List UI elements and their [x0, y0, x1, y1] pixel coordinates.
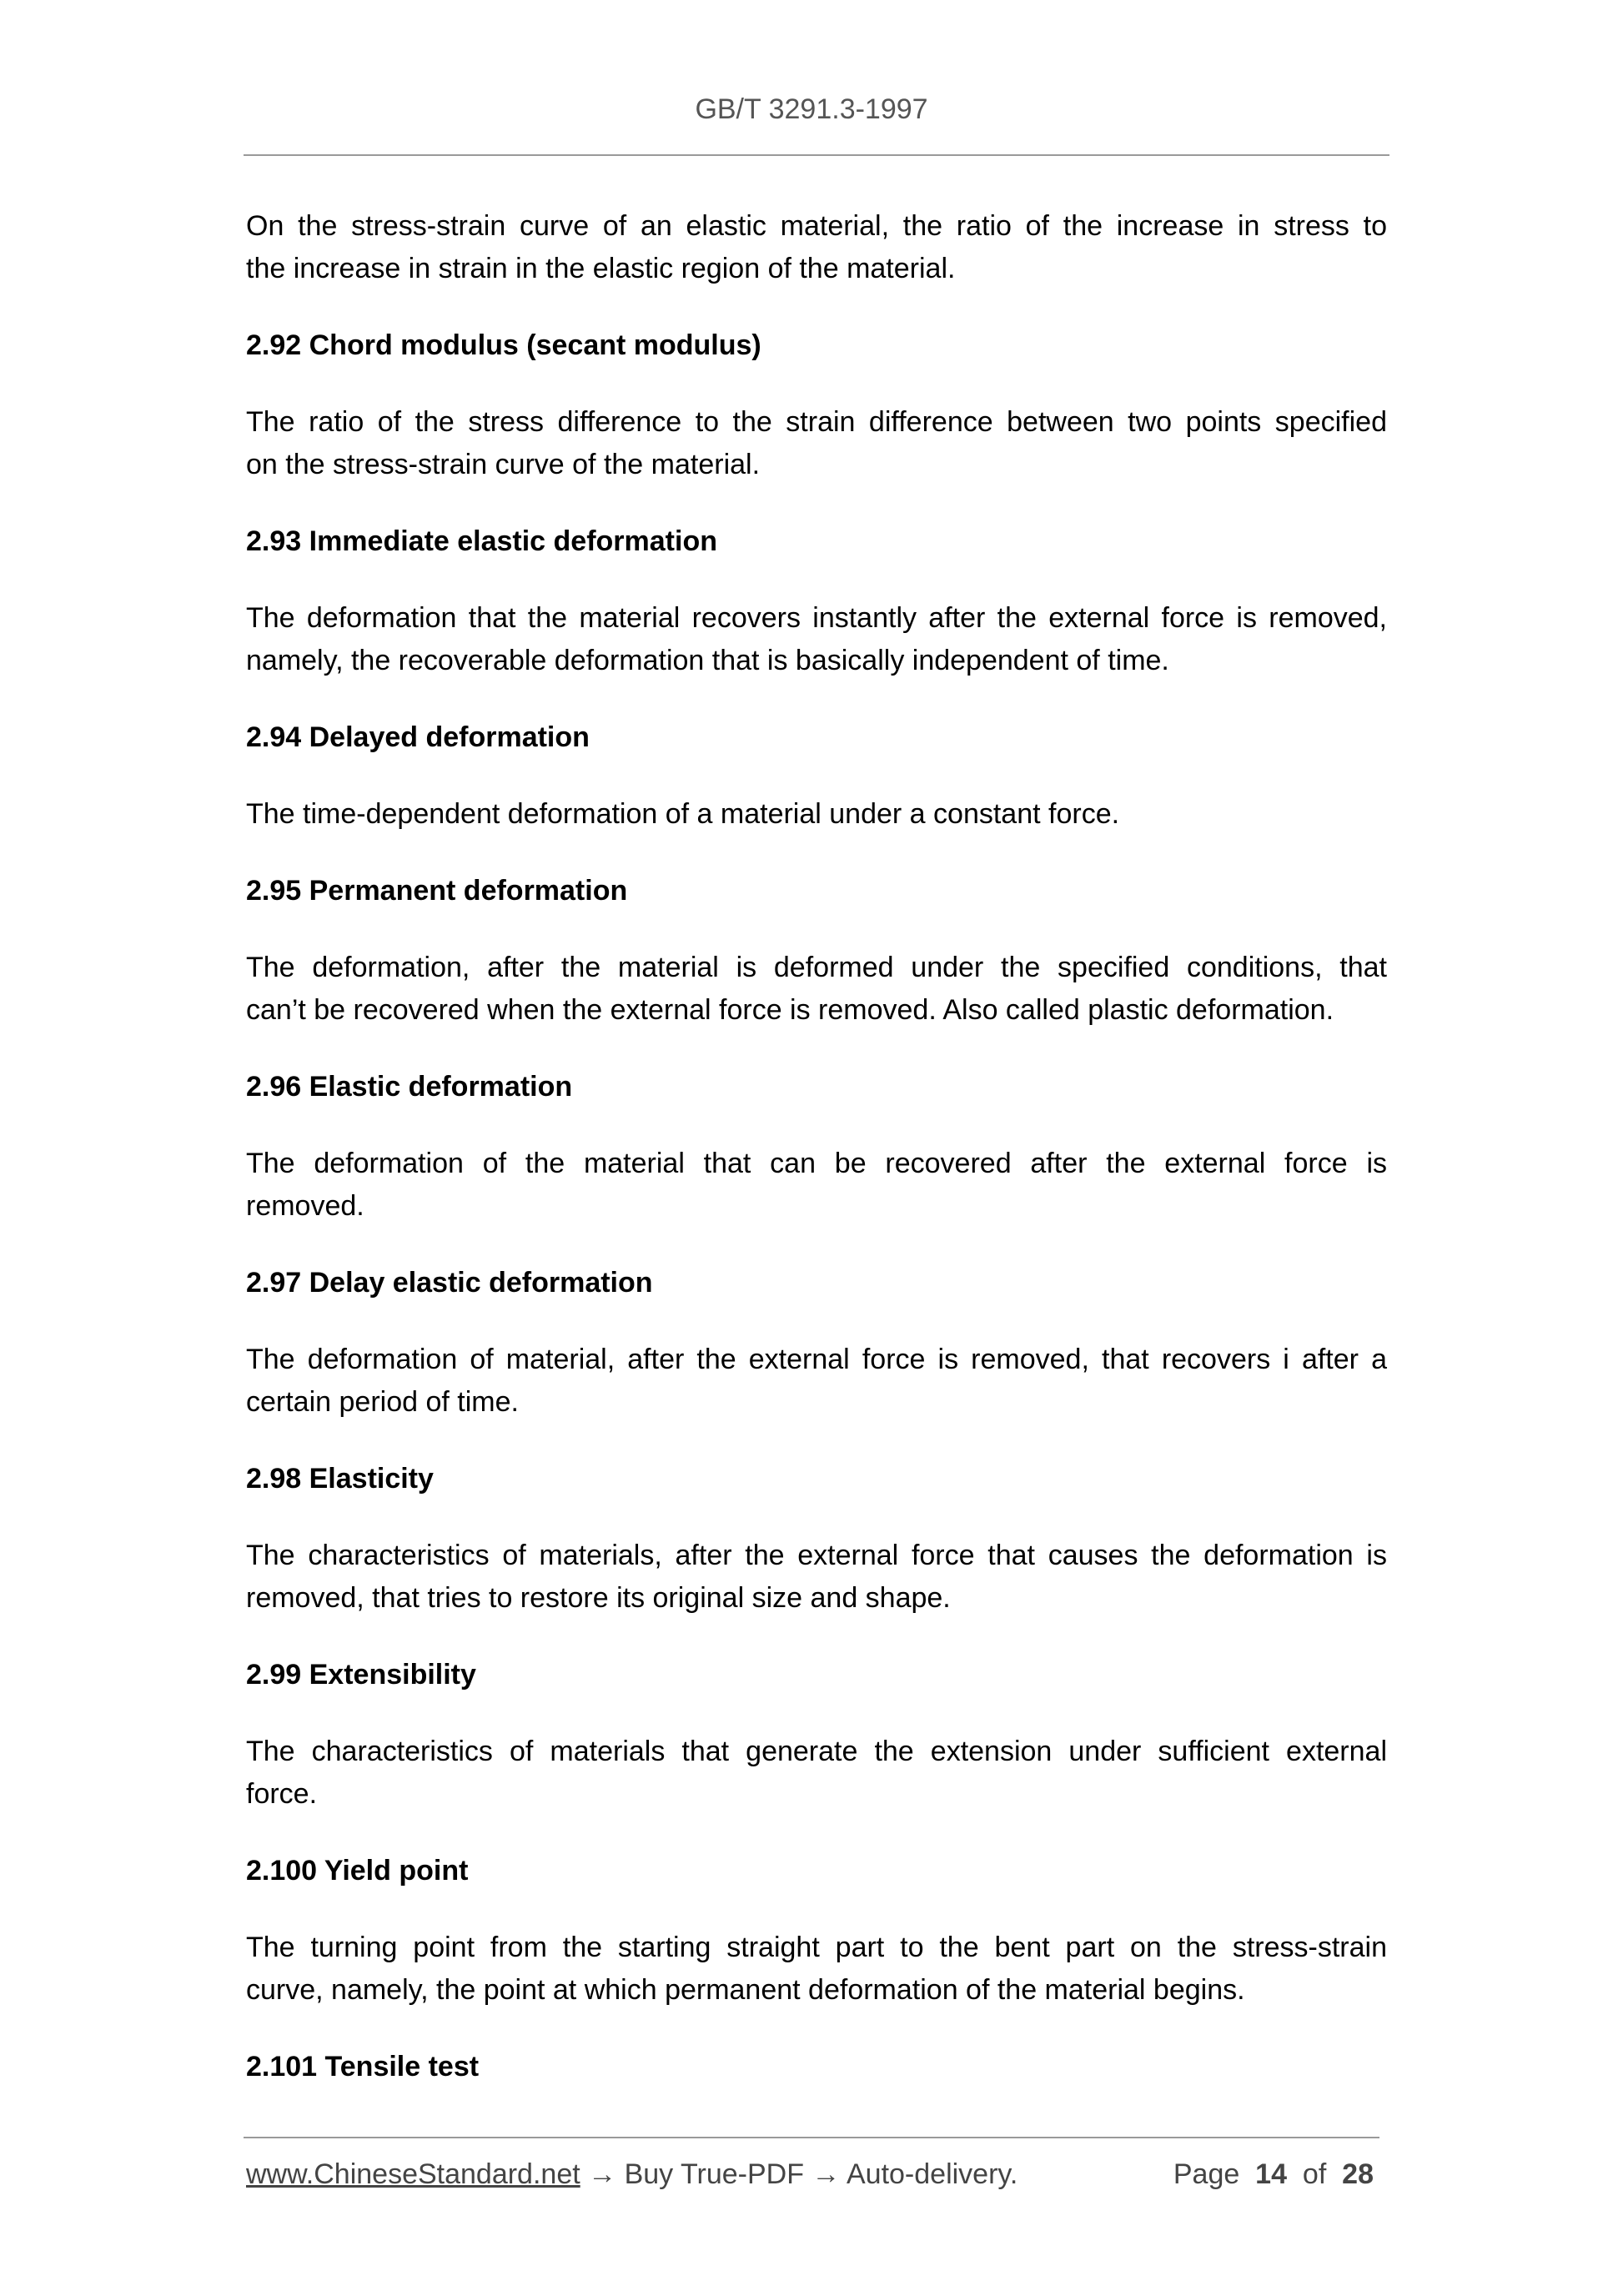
paragraph — [246, 597, 1387, 682]
paragraph-line: certain period of time. — [246, 1386, 519, 1418]
paragraph — [246, 947, 1387, 1032]
paragraph — [246, 1339, 1387, 1424]
footer-text-delivery: → Auto-delivery. — [812, 2158, 1018, 2190]
paragraph — [246, 1927, 1387, 2012]
paragraph-line: The deformation of the material that can be recovered after the external force is — [246, 1148, 1387, 1179]
of-label: of — [1302, 2158, 1327, 2190]
paragraph-line: The deformation that the material recovers instantly after the external force is removed, — [246, 602, 1387, 634]
paragraph-line: On the stress-strain curve of an elastic material, the ratio of the increase in stress to — [246, 210, 1387, 242]
section-heading: 2.101 Tensile test — [246, 2051, 480, 2082]
paragraph-line: The ratio of the stress difference to the strain difference between two points specified — [246, 406, 1387, 438]
paragraph — [246, 1143, 1387, 1228]
document-header: GB/T 3291.3-1997 — [695, 93, 928, 125]
section-heading: 2.98 Elasticity — [246, 1463, 434, 1495]
paragraph-line: The characteristics of materials, after the external force that causes the deformation is — [246, 1540, 1387, 1571]
section-heading: 2.97 Delay elastic deformation — [246, 1267, 653, 1299]
section-heading: 2.94 Delayed deformation — [246, 721, 590, 753]
paragraph-line: can’t be recovered when the external force is removed. Also called plastic deformation. — [246, 994, 1334, 1026]
paragraph-line: curve, namely, the point at which permanent deformation of the material begins. — [246, 1974, 1245, 2006]
paragraph-line: The time-dependent deformation of a material under a constant force. — [246, 798, 1120, 830]
paragraph-line: on the stress-strain curve of the material. — [246, 449, 761, 480]
section-heading: 2.99 Extensibility — [246, 1659, 476, 1691]
total-pages: 28 — [1342, 2158, 1374, 2190]
section-heading: 2.100 Yield point — [246, 1855, 469, 1887]
paragraph — [246, 401, 1387, 486]
header-divider — [244, 154, 1389, 156]
paragraph-line: The deformation, after the material is deformed under the specified conditions, that — [246, 952, 1387, 983]
section-heading: 2.96 Elastic deformation — [246, 1071, 573, 1103]
paragraph — [246, 1731, 1387, 1816]
paragraph — [246, 205, 1387, 290]
paragraph-line: The deformation of material, after the external force is removed, that recovers i after a — [246, 1344, 1387, 1375]
paragraph-line: namely, the recoverable deformation that is basically independent of time. — [246, 645, 1169, 676]
page-label: Page — [1173, 2158, 1240, 2190]
section-heading: 2.93 Immediate elastic deformation — [246, 525, 717, 557]
page-number — [1173, 2158, 1374, 2191]
document-body — [246, 205, 1387, 2123]
paragraph-line: force. — [246, 1778, 318, 1810]
section-heading: 2.95 Permanent deformation — [246, 875, 628, 907]
footer-divider — [244, 2137, 1379, 2138]
paragraph-line: the increase in strain in the elastic region of the material. — [246, 253, 956, 284]
paragraph-line: removed. — [246, 1190, 364, 1222]
paragraph — [246, 793, 1387, 836]
paragraph-line: removed, that tries to restore its original size and shape. — [246, 1582, 951, 1614]
page-footer — [246, 2158, 1380, 2191]
paragraph-line: The turning point from the starting straight part to the bent part on the stress-strain — [246, 1932, 1387, 1963]
section-heading: 2.92 Chord modulus (secant modulus) — [246, 329, 761, 361]
current-page: 14 — [1255, 2158, 1287, 2190]
footer-text-buy: → Buy True-PDF — [580, 2158, 812, 2190]
paragraph — [246, 1535, 1387, 1620]
website-link[interactable]: www.ChineseStandard.net — [246, 2158, 580, 2190]
paragraph-line: The characteristics of materials that generate the extension under sufficient external — [246, 1736, 1387, 1767]
